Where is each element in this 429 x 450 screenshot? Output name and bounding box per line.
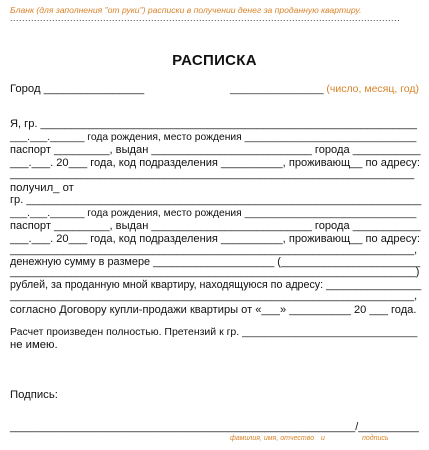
no-claims-line: не имею. xyxy=(10,339,58,351)
amount-line: денежную сумму в размере ____________________ (_______________________ xyxy=(10,256,421,268)
date-blank: ________________ xyxy=(230,83,324,95)
city-line xyxy=(10,83,144,96)
birth-line-2: ___.___.______ года рождения, место рождения ______________________________ xyxy=(10,208,417,219)
header-hint: Бланк (для заполнения "от руки") расписки в получении денег за проданную квартиру. xyxy=(10,5,362,15)
city-label: Город ________________ xyxy=(10,83,145,95)
birth-line-1: ___.___.______ года рождения, место рождения ______________________________ xyxy=(10,132,417,143)
citizen-line-2: гр. ________________________________________________________________ xyxy=(10,194,422,206)
dotted-separator: .................................................................................................................................. xyxy=(10,13,401,23)
document-title: РАСПИСКА xyxy=(172,52,257,69)
issued-line-2: ___.___. 20___ года, код подразделения __________, проживающ__ по адресу: xyxy=(10,233,420,245)
amount-close-line: ___________________________________________________________________) xyxy=(10,266,420,278)
settled-line: Расчет произведен полностью. Претензий к гр. ______________________________ xyxy=(10,326,418,338)
received-line: получил_ от xyxy=(10,182,74,194)
signature-line: _________________________________________________________/__________ xyxy=(10,421,419,433)
sign-caption-name: фамилия, имя, отчество xyxy=(230,435,315,442)
rubles-line: рублей, за проданную мной квартиру, находящуюся по адресу: ________________ xyxy=(10,279,422,291)
passport-line-2: паспорт _________, выдан __________________________ города ___________ xyxy=(10,220,421,232)
sign-caption-sign: подпись xyxy=(362,435,389,442)
sign-caption-and: и xyxy=(321,435,325,442)
signature-label: Подпись: xyxy=(10,389,58,401)
address-blank-1: ____________________________________________________________________ xyxy=(10,168,415,180)
i-citizen-line: Я, гр. _____________________________________________________________ xyxy=(10,118,417,130)
address-blank-2: ____________________________________________________________________, xyxy=(10,244,418,256)
passport-line-1: паспорт _________, выдан __________________________ города ___________ xyxy=(10,144,421,156)
address-blank-3: ____________________________________________________________________, xyxy=(10,290,418,302)
date-hint: (число, месяц, год) xyxy=(326,83,420,95)
contract-line: согласно Договору купли-продажи квартиры от «___» __________ 20 ___ года. xyxy=(10,304,417,316)
issued-line-1: ___.___. 20___ года, код подразделения __________, проживающ__ по адресу: xyxy=(10,157,420,169)
date-line xyxy=(230,83,419,96)
